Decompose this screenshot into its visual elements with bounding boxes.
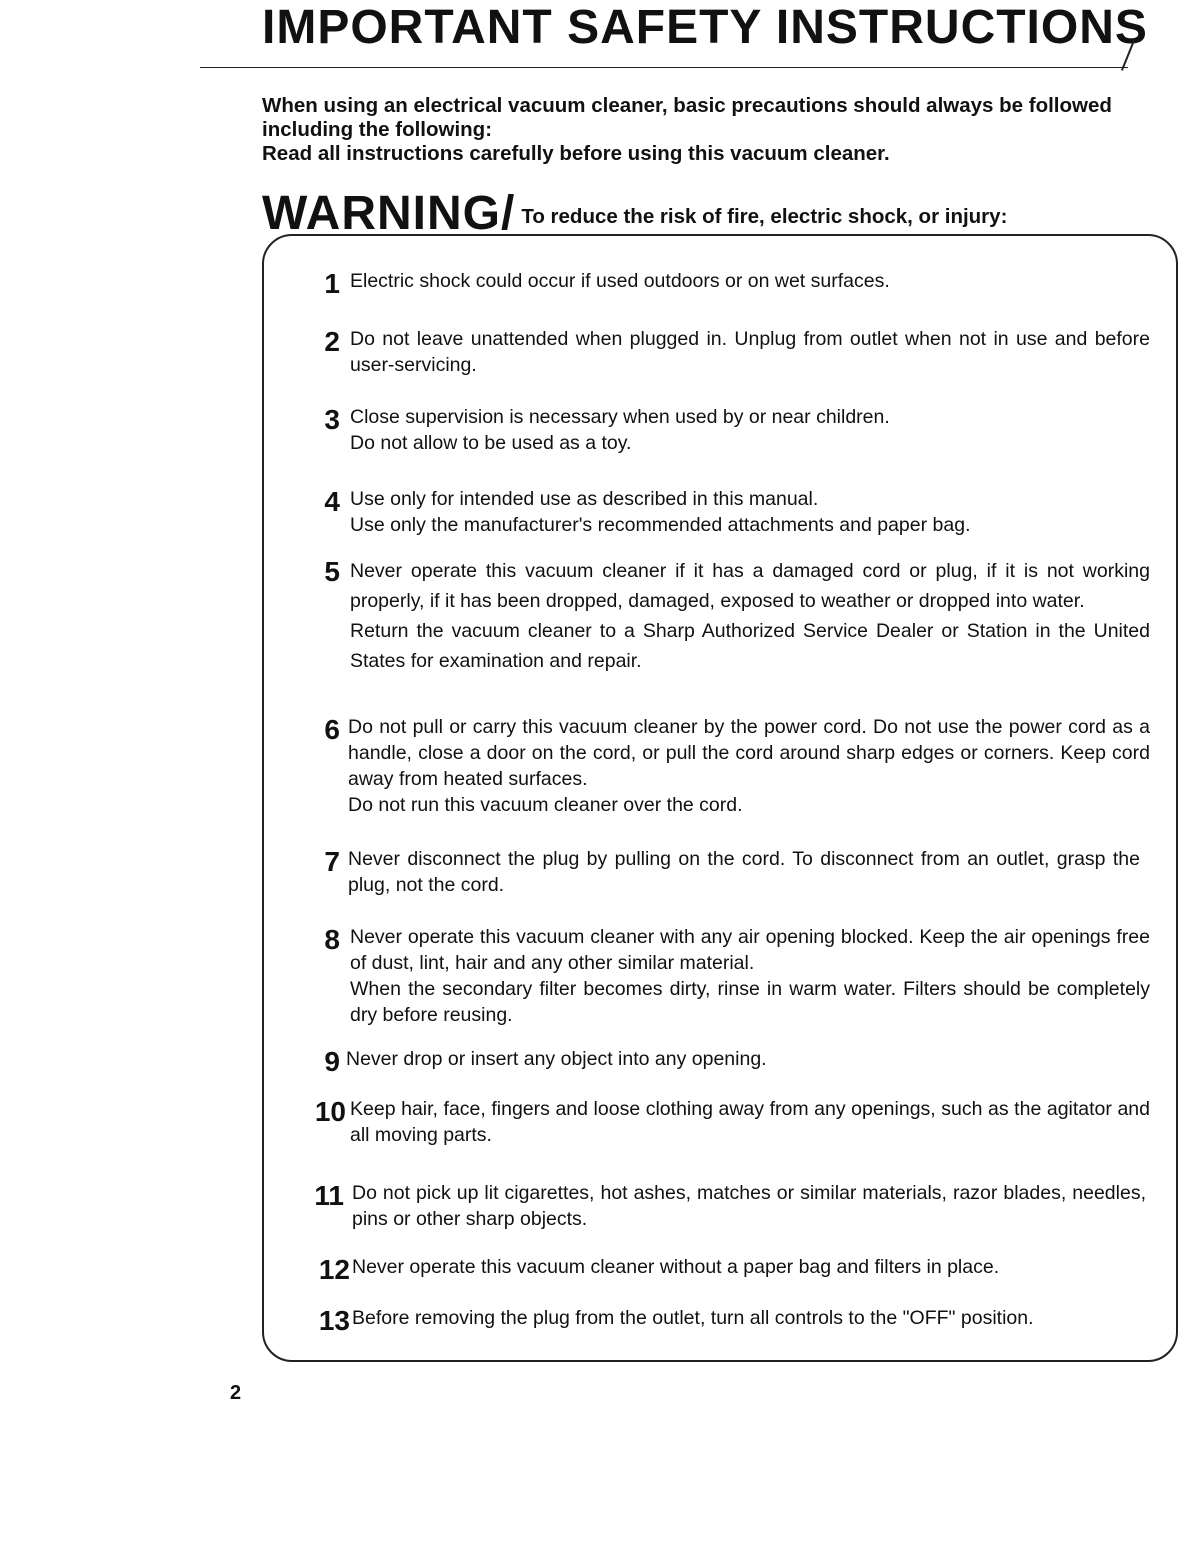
item-line: Do not pull or carry this vacuum cleaner by the power cord. Do not use the power cord as a handle, close a door on the cord, or pull the cord around sharp edges or corners. Keep cord away from heated surfaces. [348, 716, 1150, 790]
item-text [350, 1096, 1150, 1148]
instruction-item-12 [300, 1254, 1160, 1284]
item-text [346, 1046, 1150, 1072]
item-line: Electric shock could occur if used outdoors or on wet surfaces. [350, 270, 890, 292]
item-line: Do not pick up lit cigarettes, hot ashes, matches or similar materials, razor blades, needles, pins or other sharp objects. [352, 1182, 1146, 1230]
item-line: Do not run this vacuum cleaner over the cord. [348, 794, 743, 816]
item-line: Use only for intended use as described in this manual. [350, 488, 819, 510]
item-line: Close supervision is necessary when used by or near children. [350, 406, 890, 428]
item-line: Never operate this vacuum cleaner without a paper bag and filters in place. [352, 1256, 1000, 1278]
item-number: 5 [324, 556, 340, 587]
item-text [350, 268, 1150, 294]
item-line: Use only the manufacturer's recommended attachments and paper bag. [350, 514, 971, 536]
warning-heading [262, 186, 1007, 241]
warning-subtitle: To reduce the risk of fire, electric shock, or injury: [521, 205, 1008, 228]
instruction-item-13 [300, 1305, 1166, 1335]
item-text [350, 924, 1150, 1028]
instruction-item-5 [300, 556, 1150, 676]
item-number: 6 [324, 714, 340, 745]
item-number: 1 [324, 268, 340, 299]
warning-label: WARNING/ [262, 187, 516, 240]
item-line: Keep hair, face, fingers and loose clothing away from any openings, such as the agitator and all moving parts. [350, 1098, 1150, 1146]
instruction-item-11 [300, 1180, 1146, 1232]
item-line: Return the vacuum cleaner to a Sharp Authorized Service Dealer or Station in the United States for examination and repair. [350, 620, 1150, 672]
item-number: 9 [324, 1046, 340, 1077]
item-line: Do not leave unattended when plugged in. Unplug from outlet when not in use and before user-servicing. [350, 328, 1150, 376]
item-text [350, 556, 1150, 676]
item-text [348, 714, 1150, 818]
item-text [352, 1254, 1160, 1280]
item-line: Never operate this vacuum cleaner with any air opening blocked. Keep the air openings free of dust, lint, hair and any other similar material. [350, 926, 1150, 974]
item-number: 12 [318, 1254, 350, 1285]
item-number: 3 [324, 404, 340, 435]
item-line: When the secondary filter becomes dirty, rinse in warm water. Filters should be completely dry before reusing. [350, 978, 1150, 1026]
item-line: Never operate this vacuum cleaner if it has a damaged cord or plug, if it is not working properly, if it has been dropped, damaged, exposed to weather or dropped into water. [350, 560, 1150, 612]
page-title: IMPORTANT SAFETY INSTRUCTIONS [262, 1, 1148, 54]
item-number: 11 [314, 1180, 344, 1211]
item-text [350, 404, 1150, 456]
instruction-item-6 [300, 714, 1150, 818]
instruction-item-7 [300, 846, 1140, 898]
item-text [352, 1305, 1166, 1331]
item-text [348, 846, 1140, 898]
intro-text [262, 94, 1167, 166]
page-number: 2 [230, 1382, 242, 1404]
item-line: Never disconnect the plug by pulling on the cord. To disconnect from an outlet, grasp the plug, not the cord. [348, 848, 1140, 896]
item-number: 10 [314, 1096, 346, 1127]
instruction-item-8 [300, 924, 1150, 1028]
title-underline [200, 67, 1128, 68]
instruction-item-10 [300, 1096, 1150, 1148]
item-number: 4 [324, 486, 340, 517]
instruction-item-3 [300, 404, 1150, 456]
item-line: Never drop or insert any object into any opening. [346, 1048, 767, 1070]
item-text [350, 326, 1150, 378]
item-line: Do not allow to be used as a toy. [350, 432, 632, 454]
instruction-item-2 [300, 326, 1150, 378]
item-text [350, 486, 1150, 538]
item-number: 13 [318, 1305, 350, 1336]
intro-precautions: When using an electrical vacuum cleaner, basic precautions should always be followed including the following: [262, 94, 1112, 141]
item-text [352, 1180, 1146, 1232]
instruction-item-1 [300, 268, 1150, 298]
item-line: Before removing the plug from the outlet, turn all controls to the "OFF" position. [352, 1307, 1034, 1329]
instruction-item-9 [300, 1046, 1150, 1076]
item-number: 8 [324, 924, 340, 955]
item-number: 7 [324, 846, 340, 877]
instruction-item-4 [300, 486, 1150, 538]
item-number: 2 [324, 326, 340, 357]
intro-read-instructions: Read all instructions carefully before using this vacuum cleaner. [262, 142, 890, 165]
